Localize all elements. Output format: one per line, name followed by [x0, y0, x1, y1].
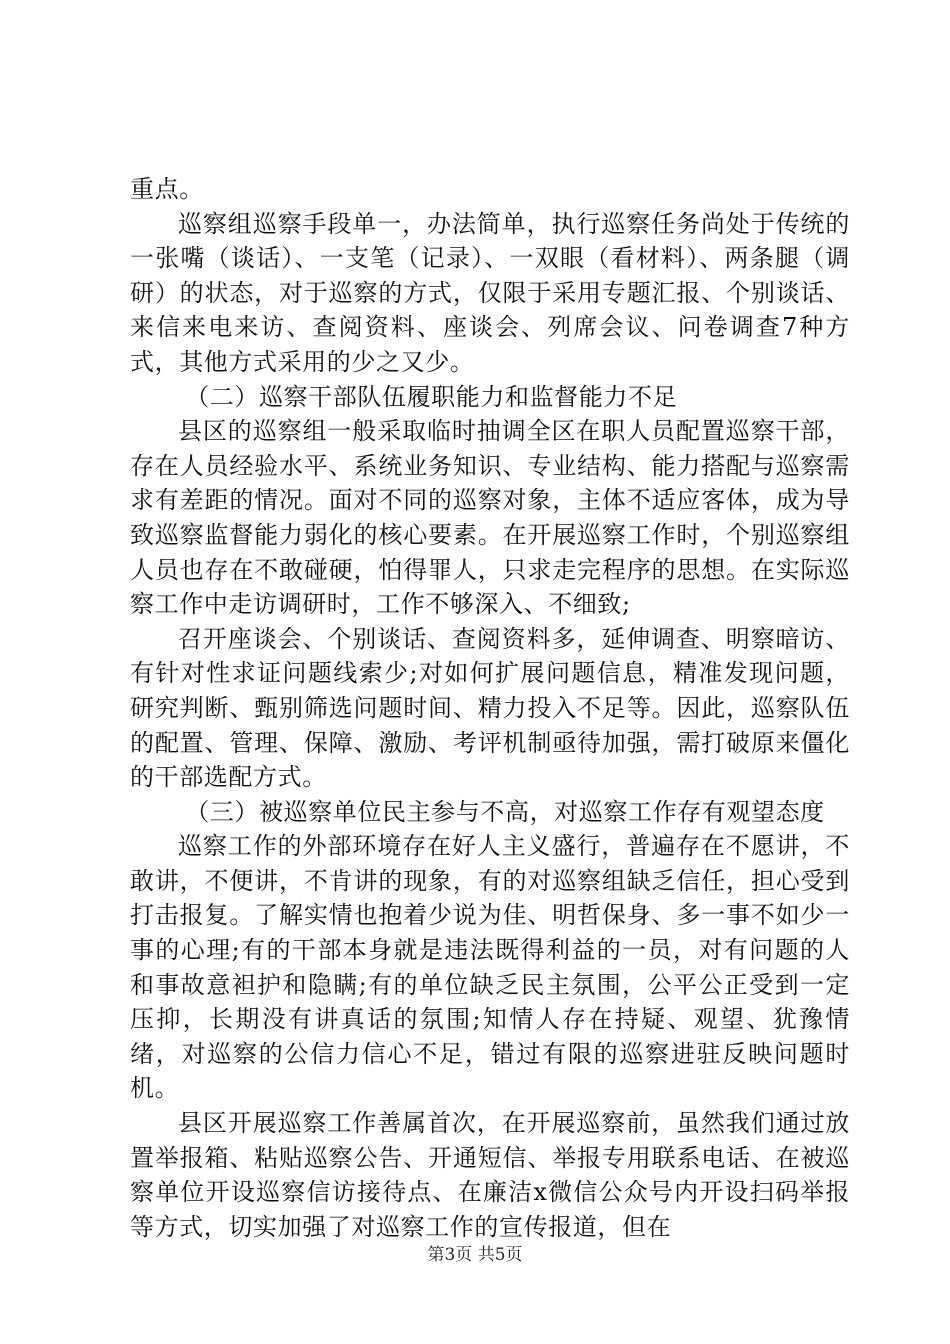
- paragraph-external-environment: 巡察工作的外部环境存在好人主义盛行，普遍存在不愿讲，不敢讲，不便讲，不肯讲的现象，有的对巡察组缺乏信任，担心受到打击报复。了解实情也抱着少说为佳、明哲保身、多一事不如少一事的心理;有的干部本身就是违法既得利益的一员，对有问题的人和事故意袒护和隐瞒;有的单位缺乏民主氛围，公平公正受到一定压抑，长期没有讲真话的氛围;知情人存在持疑、观望、犹豫情绪，对巡察的公信力信心不足，错过有限的巡察进驻反映问题时机。: [130, 832, 850, 1103]
- paragraph-inspection-methods: 巡察组巡察手段单一，办法简单，执行巡察任务尚处于传统的一张嘴（谈话）、一支笔（记录）、一双眼（看材料）、两条腿（调研）的状态，对于巡察的方式，仅限于采用专题汇报、个别谈话、来信来电来访、查阅资料、座谈会、列席会议、问卷调查7种方式，其他方式采用的少之又少。: [130, 209, 850, 376]
- page-number-footer: 第3页 共5页: [427, 1245, 523, 1265]
- paragraph-inspection-staff: 县区的巡察组一般采取临时抽调全区在职人员配置巡察干部，存在人员经验水平、系统业务知识、专业结构、能力搭配与巡察需求有差距的情况。面对不同的巡察对象，主体不适应客体，成为导致巡察监督能力弱化的核心要素。在开展巡察工作时，个别巡察组人员也存在不敢碰硬，怕得罪人，只求走完程序的思想。在实际巡察工作中走访调研时，工作不够深入、不细致;: [130, 417, 850, 619]
- paragraph-inspection-team-mechanism: 召开座谈会、个别谈话、查阅资料多，延伸调查、明察暗访、有针对性求证问题线索少;对如何扩展问题信息，精准发现问题，研究判断、甄别筛选问题时间、精力投入不足等。因此，巡察队伍的配置、管理、保障、激励、考评机制亟待加强，需打破原来僵化的干部选配方式。: [130, 624, 850, 792]
- paragraph-continuation: 重点。: [130, 175, 204, 203]
- section-heading-3: （三）被巡察单位民主参与不高，对巡察工作存有观望态度: [185, 797, 825, 826]
- section-heading-2: （二）巡察干部队伍履职能力和监督能力不足: [185, 382, 678, 411]
- paragraph-first-inspection: 县区开展巡察工作善属首次，在开展巡察前，虽然我们通过放置举报箱、粘贴巡察公告、开通短信、举报专用联系电话、在被巡察单位开设巡察信访接待点、在廉洁x微信公众号内开设扫码举报等方式，切实加强了对巡察工作的宣传报道，但在: [130, 1109, 850, 1241]
- document-body: [130, 172, 850, 1244]
